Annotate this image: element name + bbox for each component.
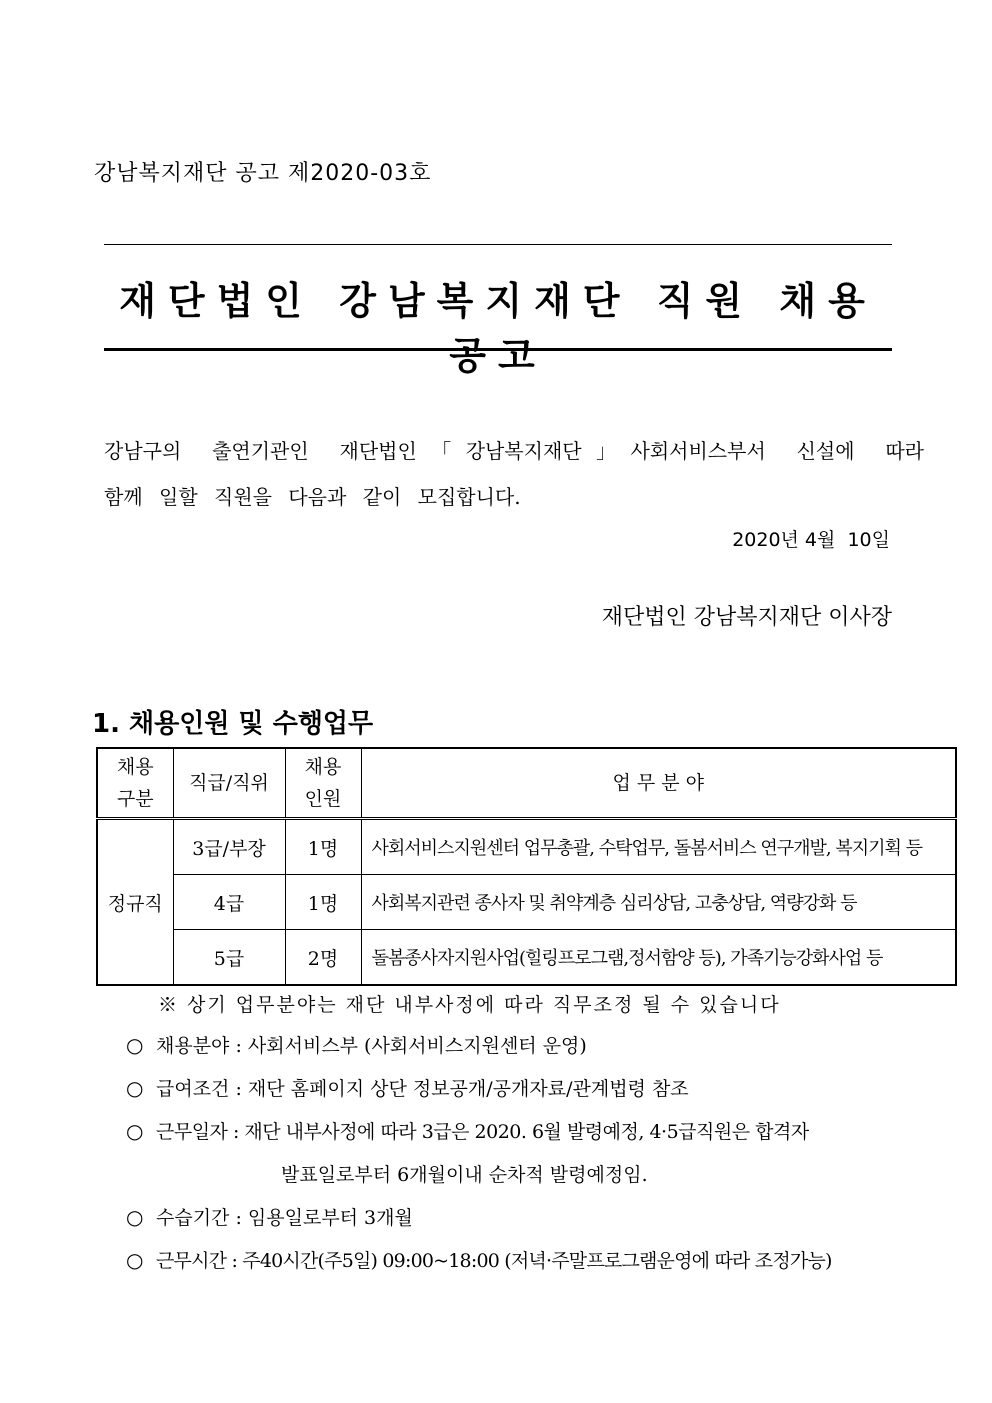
title-bottom-rule (104, 348, 892, 351)
header-count (285, 748, 361, 819)
grade-cell: 3급/부장 (173, 819, 285, 875)
table-note: ※ 상기 업무분야는 재단 내부사정에 따라 직무조정 될 수 있습니다 (158, 994, 781, 1016)
intro-paragraph (104, 428, 924, 520)
count-cell: 1명 (285, 819, 361, 875)
list-item-text: 급여조건 : 재단 홈페이지 상단 정보공개/공개자료/관계법령 참조 (156, 1078, 689, 1100)
duties-cell: 돌봄종사자지원사업(힐링프로그램,정서함양 등), 가족기능강화사업 등 (361, 930, 956, 986)
circle-bullet-icon: ○ (126, 1032, 144, 1057)
header-category-line1: 채용 (116, 756, 154, 778)
issuer: 재단법인 강남복지재단 이사장 (601, 605, 892, 630)
list-item-text: 근무일자 : 재단 내부사정에 따라 3급은 2020. 6월 발령예정, 4·5급직원은 합격자 (156, 1121, 809, 1143)
header-category-line2: 구분 (116, 788, 154, 810)
grade-cell: 5급 (173, 930, 285, 986)
page-title: 재단법인 강남복지재단 직원 채용 공고 (119, 279, 877, 378)
list-item-text: 수습기간 : 임용일로부터 3개월 (156, 1207, 413, 1229)
count-cell: 1명 (285, 875, 361, 930)
circle-bullet-icon: ○ (126, 1204, 144, 1229)
count-cell: 2명 (285, 930, 361, 986)
list-item-continuation (126, 1152, 946, 1195)
duties-cell: 사회서비스지원센터 업무총괄, 수탁업무, 돌봄서비스 연구개발, 복지기획 등 (361, 819, 956, 875)
details-list (126, 1023, 946, 1281)
table-header-row (97, 748, 956, 819)
table-row (97, 819, 956, 875)
table-row (97, 875, 956, 930)
table-row (97, 930, 956, 986)
header-count-line2: 인원 (304, 788, 342, 810)
list-item-text: 근무시간 : 주40시간(주5일) 09:00~18:00 (저녁·주말프로그램운영에 따라 조정가능) (156, 1250, 832, 1272)
circle-bullet-icon: ○ (126, 1075, 144, 1100)
list-item-text: 채용분야 : 사회서비스부 (사회서비스지원센터 운영) (156, 1035, 587, 1057)
header-duties: 업 무 분 야 (361, 748, 956, 819)
recruitment-table (96, 747, 957, 986)
announcement-date: 2020년 4월 10일 (732, 529, 890, 551)
notice-number: 강남복지재단 공고 제2020-03호 (94, 161, 432, 186)
header-count-line1: 채용 (304, 756, 342, 778)
intro-line-1: 강남구의 출연기관인 재단법인「강남복지재단」사회서비스부서 신설에 따라 (104, 439, 924, 463)
circle-bullet-icon: ○ (126, 1247, 144, 1272)
circle-bullet-icon: ○ (126, 1118, 144, 1143)
list-item (126, 1023, 946, 1066)
duties-cell: 사회복지관련 종사자 및 취약계층 심리상담, 고충상담, 역량강화 등 (361, 875, 956, 930)
header-grade: 직급/직위 (173, 748, 285, 819)
intro-line-2: 함께 일할 직원을 다음과 같이 모집합니다. (104, 485, 521, 509)
header-category (97, 748, 173, 819)
category-cell: 정규직 (97, 819, 173, 986)
list-item (126, 1109, 946, 1152)
grade-cell: 4급 (173, 875, 285, 930)
section-title: 1. 채용인원 및 수행업무 (92, 709, 374, 739)
list-item-text: 발표일로부터 6개월이내 순차적 발령예정임. (281, 1164, 648, 1186)
list-item (126, 1066, 946, 1109)
title-top-rule (104, 244, 892, 245)
list-item (126, 1195, 946, 1238)
list-item (126, 1238, 946, 1281)
